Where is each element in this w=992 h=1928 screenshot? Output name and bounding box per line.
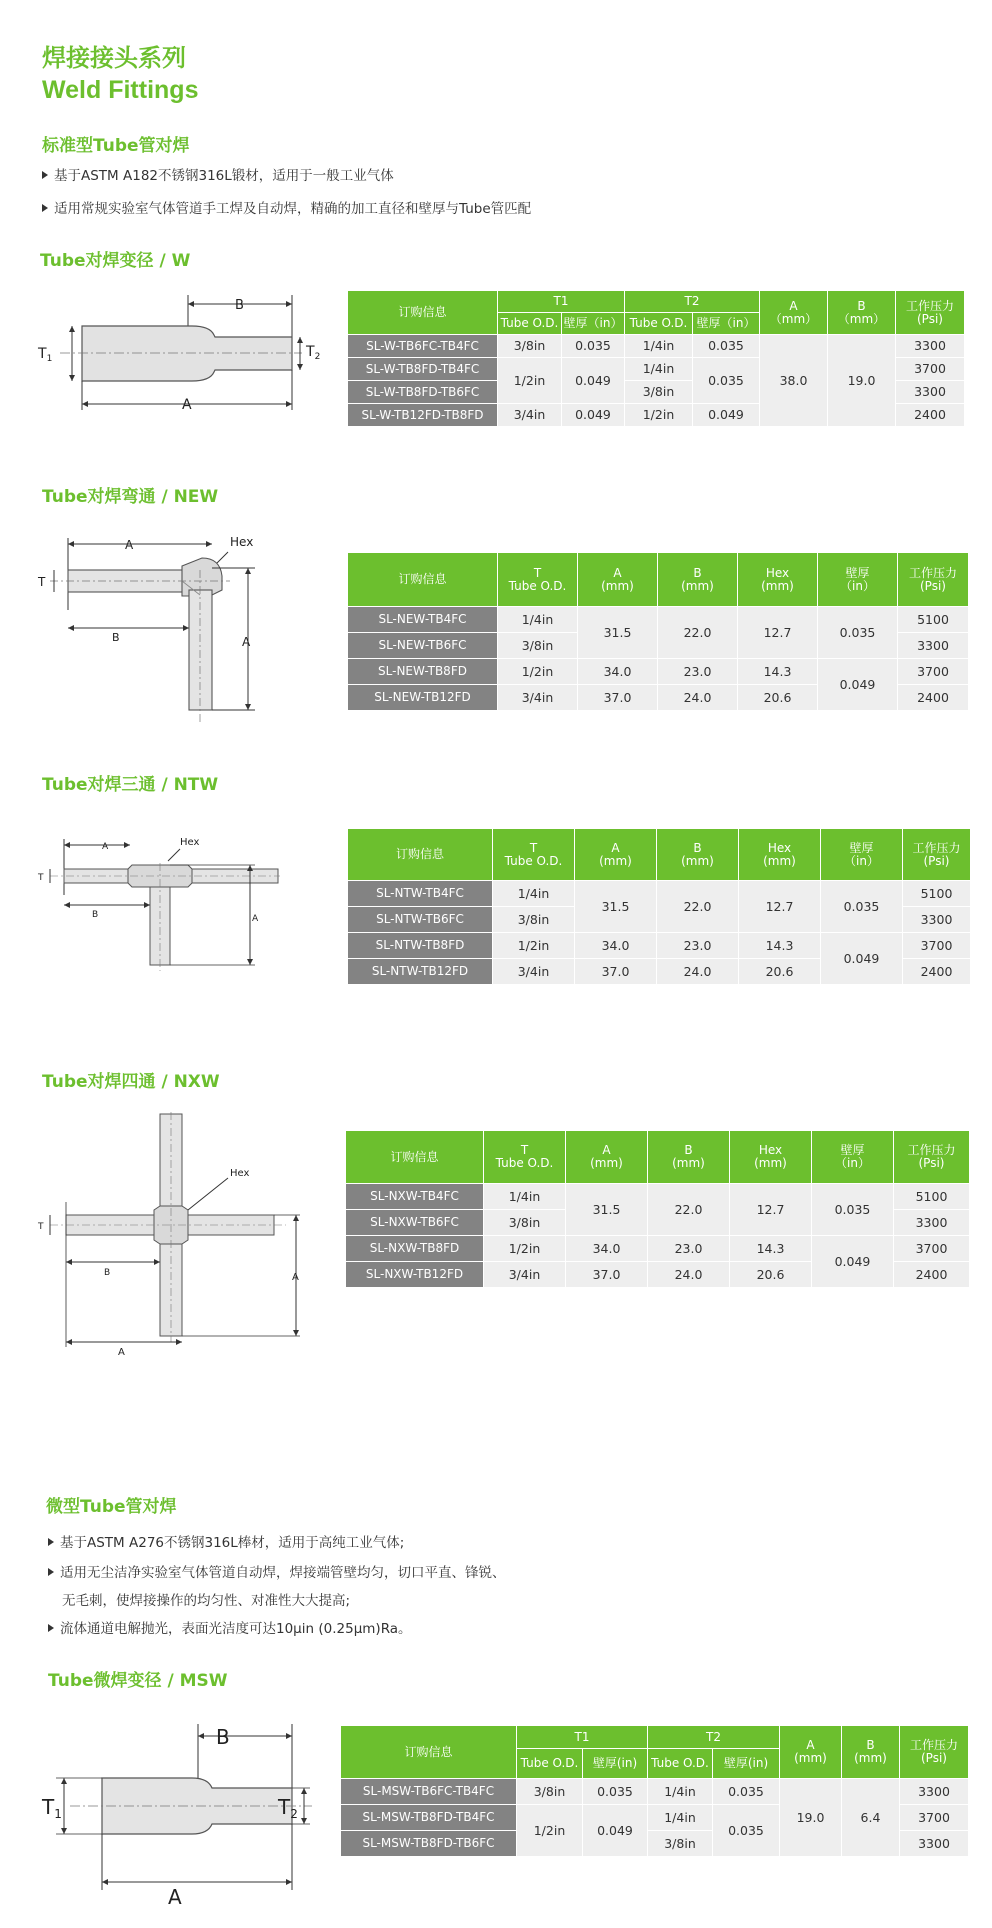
section-title-msw: Tube微焊变径 / MSW — [48, 1671, 228, 1691]
new-col-b: B (mm) — [658, 553, 738, 607]
nxw-drawing — [30, 1112, 320, 1358]
cell: 14.3 — [730, 1236, 812, 1262]
cell: 3700 — [898, 659, 969, 685]
table-row — [348, 659, 969, 685]
ntw-label-hex: Hex — [180, 837, 200, 848]
cell: 1/4in — [625, 358, 693, 381]
part-number: SL-NTW-TB12FD — [348, 959, 493, 985]
cell: 5100 — [898, 607, 969, 633]
bullet-text: 基于ASTM A182不锈钢316L锻材，适用于一般工业气体 — [54, 168, 394, 184]
cell: 0.049 — [818, 659, 898, 711]
cell: 20.6 — [739, 959, 821, 985]
table-row — [348, 881, 971, 907]
cell: 1/2in — [625, 404, 693, 427]
part-number: SL-NTW-TB4FC — [348, 881, 493, 907]
cell: 1/2in — [484, 1236, 566, 1262]
msw-col-t1-od: Tube O.D. — [517, 1749, 583, 1779]
part-number: SL-W-TB12FD-TB8FD — [348, 404, 498, 427]
section-title-nxw: Tube对焊四通 / NXW — [42, 1072, 220, 1092]
cell: 1/4in — [648, 1779, 713, 1805]
w-label-t1: $T_1$ — [38, 346, 53, 364]
new-col-order: 订购信息 — [348, 553, 498, 607]
new-col-wall: 壁厚 （in） — [818, 553, 898, 607]
nxw-col-t: T Tube O.D. — [484, 1131, 566, 1184]
bullet-text: 适用常规实验室气体管道手工焊及自动焊，精确的加工直径和壁厚与Tube管匹配 — [54, 201, 532, 217]
msw-label-b: B — [216, 1725, 230, 1749]
part-number: SL-NEW-TB8FD — [348, 659, 498, 685]
cell: 0.035 — [821, 881, 903, 933]
cell: 34.0 — [566, 1236, 648, 1262]
part-number: SL-NEW-TB12FD — [348, 685, 498, 711]
cell: 3/8in — [493, 907, 575, 933]
new-label-hex: Hex — [230, 535, 254, 549]
cell: 22.0 — [658, 607, 738, 659]
cell: 3/4in — [484, 1262, 566, 1288]
cell: 5100 — [903, 881, 971, 907]
new-drawing — [30, 530, 290, 730]
nxw-col-a: A (mm) — [566, 1131, 648, 1184]
cell: 3/8in — [625, 381, 693, 404]
table-row — [346, 1236, 970, 1262]
nxw-col-order: 订购信息 — [346, 1131, 484, 1184]
cell: 12.7 — [730, 1184, 812, 1236]
new-label-a2: A — [242, 635, 251, 649]
new-spec-table — [347, 552, 969, 711]
ntw-drawing — [30, 835, 280, 975]
cell: 3/8in — [498, 335, 562, 358]
ntw-col-hex: Hex (mm) — [739, 829, 821, 881]
bullet-text: 适用无尘洁净实验室气体管道自动焊，焊接端管壁均匀，切口平直、锋锐、 — [60, 1565, 506, 1581]
section-title-standard: 标准型Tube管对焊 — [42, 136, 190, 156]
cell: 3300 — [898, 633, 969, 659]
cell: 3/4in — [493, 959, 575, 985]
ntw-spec-table — [347, 828, 971, 985]
cell: 0.035 — [713, 1805, 780, 1857]
part-number: SL-NXW-TB12FD — [346, 1262, 484, 1288]
cell: 3300 — [894, 1210, 970, 1236]
part-number: SL-NTW-TB8FD — [348, 933, 493, 959]
new-label-b: B — [112, 631, 120, 644]
w-label-t2: $T_2$ — [306, 344, 321, 362]
part-number: SL-MSW-TB6FC-TB4FC — [341, 1779, 517, 1805]
cell: 3300 — [903, 907, 971, 933]
bullet-text: 基于ASTM A276不锈钢316L棒材，适用于高纯工业气体; — [60, 1535, 405, 1551]
cell: 3/4in — [498, 685, 578, 711]
w-label-a: A — [182, 397, 192, 413]
w-col-t1-wall: 壁厚（in） — [562, 313, 625, 335]
cell: 31.5 — [578, 607, 658, 659]
w-col-t1: T1 — [498, 291, 625, 313]
cell: 23.0 — [658, 659, 738, 685]
msw-col-t1-wall: 壁厚(in) — [583, 1749, 648, 1779]
part-number: SL-NTW-TB6FC — [348, 907, 493, 933]
cell: 3300 — [900, 1779, 969, 1805]
cell: 0.035 — [818, 607, 898, 659]
w-col-pressure: 工作压力 (Psi) — [896, 291, 965, 335]
micro-bullet-2-cont — [62, 1589, 350, 1609]
cell: 2400 — [894, 1262, 970, 1288]
msw-col-t1: T1 — [517, 1726, 648, 1749]
nxw-col-wall: 壁厚 （in） — [812, 1131, 894, 1184]
cell: 2400 — [898, 685, 969, 711]
cell: 1/2in — [517, 1805, 583, 1857]
page-title-cn: 焊接接头系列 — [42, 44, 186, 72]
cell: 0.035 — [693, 358, 760, 404]
cell: 0.035 — [693, 335, 760, 358]
section-title-ntw: Tube对焊三通 / NTW — [42, 775, 219, 795]
cell: 3300 — [896, 335, 965, 358]
part-number: SL-NXW-TB8FD — [346, 1236, 484, 1262]
cell: 3/8in — [648, 1831, 713, 1857]
table-row — [348, 607, 969, 633]
cell: 34.0 — [575, 933, 657, 959]
cell: 1/2in — [498, 358, 562, 404]
cell: 37.0 — [578, 685, 658, 711]
w-label-b: B — [235, 298, 244, 313]
standard-bullet-1 — [42, 164, 394, 184]
w-col-a: A （mm） — [760, 291, 828, 335]
cell: 22.0 — [648, 1184, 730, 1236]
cell: 3700 — [903, 933, 971, 959]
msw-col-b: B (mm) — [842, 1726, 900, 1779]
bullet-triangle-icon — [48, 1624, 54, 1632]
cell: 12.7 — [738, 607, 818, 659]
bullet-triangle-icon — [48, 1538, 54, 1546]
micro-bullet-3 — [48, 1617, 412, 1637]
cell: 31.5 — [566, 1184, 648, 1236]
cell: 0.049 — [812, 1236, 894, 1288]
msw-col-t2-od: Tube O.D. — [648, 1749, 713, 1779]
ntw-col-a: A (mm) — [575, 829, 657, 881]
nxw-label-b: B — [104, 1268, 111, 1278]
msw-col-a: A (mm) — [780, 1726, 842, 1779]
cell: 31.5 — [575, 881, 657, 933]
bullet-text: 无毛刺，使焊接操作的均匀性、对准性大大提高; — [62, 1593, 351, 1609]
nxw-label-t: T — [38, 1222, 44, 1232]
cell: 19.0 — [828, 335, 896, 427]
msw-col-t2: T2 — [648, 1726, 780, 1749]
msw-label-t2: $T_2$ — [278, 1795, 298, 1821]
cell: 3/4in — [498, 404, 562, 427]
part-number: SL-W-TB8FD-TB4FC — [348, 358, 498, 381]
nxw-label-a: A — [118, 1347, 125, 1358]
table-row — [346, 1184, 970, 1210]
cell: 14.3 — [739, 933, 821, 959]
cell: 37.0 — [566, 1262, 648, 1288]
table-row — [348, 335, 965, 358]
cell: 2400 — [896, 404, 965, 427]
cell: 0.049 — [821, 933, 903, 985]
cell: 1/4in — [493, 881, 575, 907]
part-number: SL-MSW-TB8FD-TB6FC — [341, 1831, 517, 1857]
part-number: SL-MSW-TB8FD-TB4FC — [341, 1805, 517, 1831]
nxw-label-a2: A — [292, 1272, 299, 1283]
msw-label-a: A — [168, 1885, 182, 1909]
cell: 5100 — [894, 1184, 970, 1210]
cell: 0.049 — [583, 1805, 648, 1857]
cell: 24.0 — [658, 685, 738, 711]
new-col-pressure: 工作压力 (Psi) — [898, 553, 969, 607]
ntw-label-a: A — [102, 842, 109, 852]
cell: 0.035 — [812, 1184, 894, 1236]
table-row — [348, 933, 971, 959]
ntw-col-wall: 壁厚 （in） — [821, 829, 903, 881]
nxw-col-b: B (mm) — [648, 1131, 730, 1184]
section-title-micro: 微型Tube管对焊 — [46, 1497, 177, 1517]
page-title-en: Weld Fittings — [42, 76, 199, 104]
ntw-label-b: B — [92, 910, 99, 920]
cell: 3/8in — [498, 633, 578, 659]
part-number: SL-NEW-TB4FC — [348, 607, 498, 633]
cell: 23.0 — [648, 1236, 730, 1262]
cell: 24.0 — [657, 959, 739, 985]
w-col-order: 订购信息 — [348, 291, 498, 335]
cell: 3/8in — [517, 1779, 583, 1805]
ntw-col-b: B (mm) — [657, 829, 739, 881]
cell: 0.035 — [562, 335, 625, 358]
cell: 22.0 — [657, 881, 739, 933]
nxw-col-pressure: 工作压力 (Psi) — [894, 1131, 970, 1184]
ntw-col-t: T Tube O.D. — [493, 829, 575, 881]
cell: 20.6 — [730, 1262, 812, 1288]
bullet-triangle-icon — [48, 1568, 54, 1576]
table-row — [341, 1779, 969, 1805]
new-label-a: A — [125, 538, 134, 552]
ntw-col-order: 订购信息 — [348, 829, 493, 881]
cell: 3700 — [900, 1805, 969, 1831]
cell: 6.4 — [842, 1779, 900, 1857]
part-number: SL-W-TB6FC-TB4FC — [348, 335, 498, 358]
cell: 34.0 — [578, 659, 658, 685]
cell: 3/8in — [484, 1210, 566, 1236]
new-col-hex: Hex (mm) — [738, 553, 818, 607]
ntw-label-a2: A — [252, 914, 259, 924]
w-col-t2: T2 — [625, 291, 760, 313]
cell: 0.049 — [693, 404, 760, 427]
cell: 3700 — [896, 358, 965, 381]
micro-bullet-1 — [48, 1531, 404, 1551]
bullet-text: 流体通道电解抛光，表面光洁度可达10μin (0.25μm)Ra。 — [60, 1621, 412, 1637]
ntw-label-t: T — [38, 873, 44, 883]
cell: 1/2in — [498, 659, 578, 685]
w-col-t2-wall: 壁厚（in） — [693, 313, 760, 335]
new-col-t: T Tube O.D. — [498, 553, 578, 607]
micro-bullet-2 — [48, 1561, 506, 1581]
msw-spec-table — [340, 1725, 969, 1857]
cell: 0.049 — [562, 358, 625, 404]
msw-col-t2-wall: 壁厚(in) — [713, 1749, 780, 1779]
cell: 1/4in — [484, 1184, 566, 1210]
msw-col-pressure: 工作压力 (Psi) — [900, 1726, 969, 1779]
cell: 24.0 — [648, 1262, 730, 1288]
cell: 3700 — [894, 1236, 970, 1262]
cell: 0.035 — [713, 1779, 780, 1805]
cell: 14.3 — [738, 659, 818, 685]
msw-col-order: 订购信息 — [341, 1726, 517, 1779]
w-col-t1-od: Tube O.D. — [498, 313, 562, 335]
cell: 38.0 — [760, 335, 828, 427]
cell: 0.049 — [562, 404, 625, 427]
part-number: SL-NXW-TB6FC — [346, 1210, 484, 1236]
part-number: SL-NEW-TB6FC — [348, 633, 498, 659]
nxw-col-hex: Hex (mm) — [730, 1131, 812, 1184]
bullet-triangle-icon — [42, 171, 48, 179]
cell: 12.7 — [739, 881, 821, 933]
cell: 2400 — [903, 959, 971, 985]
cell: 0.035 — [583, 1779, 648, 1805]
bullet-triangle-icon — [42, 204, 48, 212]
nxw-spec-table — [345, 1130, 970, 1288]
w-spec-table — [347, 290, 965, 427]
new-label-t: T — [38, 575, 46, 589]
w-col-t2-od: Tube O.D. — [625, 313, 693, 335]
part-number: SL-W-TB8FD-TB6FC — [348, 381, 498, 404]
cell: 1/2in — [493, 933, 575, 959]
cell: 3300 — [896, 381, 965, 404]
cell: 19.0 — [780, 1779, 842, 1857]
cell: 23.0 — [657, 933, 739, 959]
msw-label-t1: $T_1$ — [42, 1795, 62, 1821]
section-title-new: Tube对焊弯通 / NEW — [42, 487, 219, 507]
w-col-b: B （mm） — [828, 291, 896, 335]
ntw-col-pressure: 工作压力 (Psi) — [903, 829, 971, 881]
cell: 1/4in — [498, 607, 578, 633]
w-drawing — [30, 290, 321, 425]
part-number: SL-NXW-TB4FC — [346, 1184, 484, 1210]
cell: 1/4in — [648, 1805, 713, 1831]
new-col-a: A (mm) — [578, 553, 658, 607]
cell: 37.0 — [575, 959, 657, 985]
standard-bullet-2 — [42, 197, 531, 217]
cell: 20.6 — [738, 685, 818, 711]
nxw-label-hex: Hex — [230, 1168, 250, 1179]
msw-drawing — [30, 1722, 320, 1912]
section-title-w: Tube对焊变径 / W — [40, 251, 191, 271]
cell: 1/4in — [625, 335, 693, 358]
cell: 3300 — [900, 1831, 969, 1857]
